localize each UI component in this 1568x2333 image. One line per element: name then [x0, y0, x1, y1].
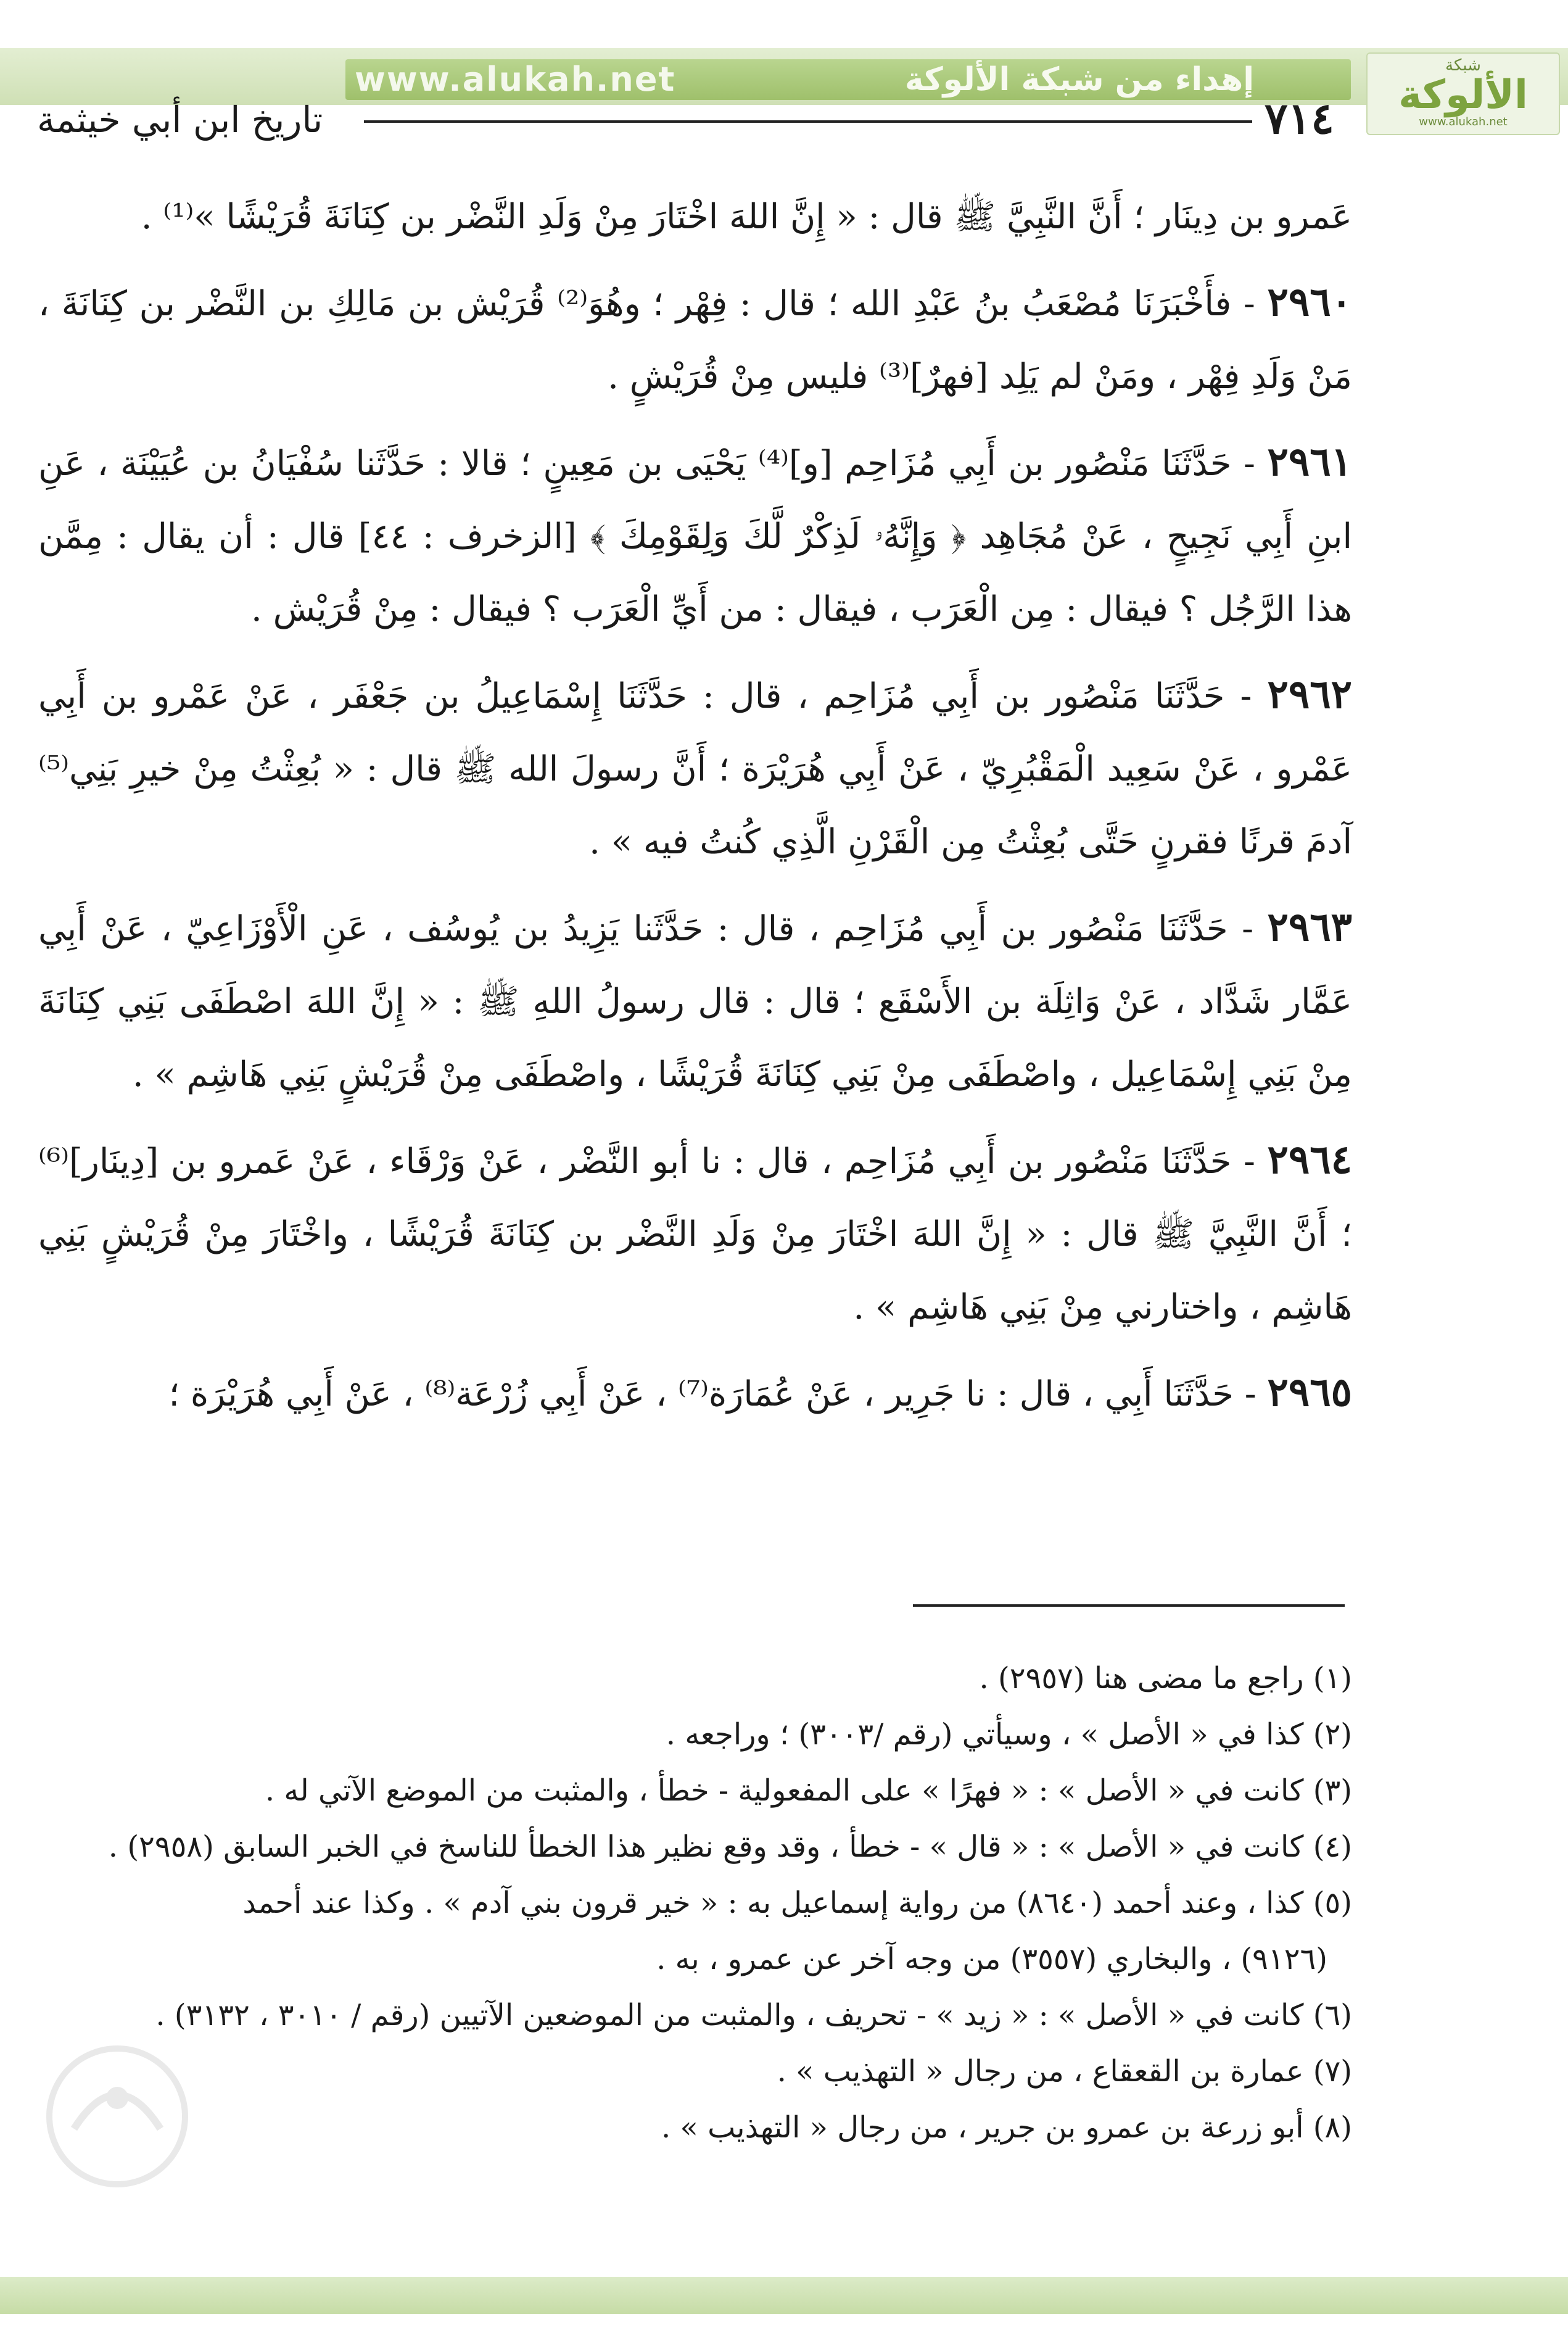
paragraph	[38, 891, 1352, 1111]
footnotes	[38, 1651, 1352, 2156]
paragraph	[38, 1124, 1352, 1344]
footnote: (٦) كانت في « الأصل » : « زيد » - تحريف ، والمثبت من الموضعين الآتيين (رقم / ٣٠١٠ ، ٣١٣٢) .	[155, 1998, 1352, 2033]
paragraph-text: - حَدَّثَنَا مَنْصُور بن أَبِي مُزَاحِم ، قال : حَدَّثَنَا إِسْمَاعِيلُ بن جَعْفَر ، عَنْ عَمْرو بن أَبِي عَمْرو ، عَنْ سَعِيد الْمَقْبُرِيّ ، عَنْ أَبِي هُرَيْرَة ؛ أَنَّ رسولَ الله ﷺ قال : « بُعِثْتُ مِنْ خيرِ بَنِي⁽⁵⁾ آدمَ قرنًا فقرنٍ حَتَّى بُعِثْتُ مِن الْقَرْنِ الَّذِي كُنتُ فيه » .	[38, 676, 1352, 862]
footnote: (٨) أبو زرعة بن عمرو بن جرير ، من رجال « التهذيب » .	[661, 2110, 1352, 2145]
hadith-number: ٢٩٦٥	[1267, 1369, 1352, 1415]
hadith-number: ٢٩٦٤	[1267, 1137, 1352, 1183]
paragraph	[38, 179, 1352, 254]
footnote: (٣) كانت في « الأصل » : « فهرًا » على المفعولية - خطأ ، والمثبت من الموضع الآتي له .	[265, 1773, 1352, 1808]
paragraph-text: - حَدَّثَنَا مَنْصُور بن أَبِي مُزَاحِم [و]⁽⁴⁾ يَحْيَى بن مَعِينٍ ؛ قالا : حَدَّثَنا سُفْيَانُ بن عُيَيْنَة ، عَنِ ابنِ أَبِي نَجِيحٍ ، عَنْ مُجَاهِد ﴿ وَإِنَّهُۥ لَذِكْرٌ لَّكَ وَلِقَوْمِكَ ﴾ [الزخرف : ٤٤] قال : أن يقال : مِمَّن هذا الرَّجُل ؟ فيقال : مِن الْعَرَب ، فيقال : من أَيِّ الْعَرَب ؟ فيقال : مِنْ قُرَيْش .	[38, 444, 1352, 629]
logo-sub-text: www.alukah.net	[1419, 115, 1508, 128]
footnote-rule	[913, 1604, 1345, 1607]
hadith-number: ٢٩٦٣	[1267, 904, 1352, 950]
logo-main-text: الألوكة	[1398, 72, 1528, 118]
book-title: تاريخ ابن أبي خيثمة	[37, 99, 323, 141]
paragraph-text: - حَدَّثَنَا أَبِي ، قال : نا جَرِير ، عَنْ عُمَارَة⁽⁷⁾ ، عَنْ أَبِي زُرْعَة⁽⁸⁾ ، عَنْ أَبِي هُرَيْرَة ؛	[168, 1374, 1256, 1414]
footnote: (٧) عمارة بن القعقاع ، من رجال « التهذيب » .	[777, 2054, 1352, 2089]
paragraph-text: - حَدَّثَنَا مَنْصُور بن أَبِي مُزَاحِم ، قال : نا أبو النَّضْر ، عَنْ وَرْقَاء ، عَنْ عَمرو بن [دِينَار]⁽⁶⁾ ؛ أَنَّ النَّبِيَّ ﷺ قال : « إِنَّ اللهَ اخْتَارَ مِنْ وَلَدِ النَّضْر بن كِنَانَةَ قُرَيْشًا ، واخْتَارَ مِنْ قُرَيْشٍ بَنِي هَاشِم ، واختارني مِنْ بَنِي هَاشِم » .	[38, 1142, 1352, 1327]
page-number: ٧١٤	[1265, 93, 1334, 144]
logo-top-text: شبكة	[1445, 56, 1481, 75]
hadith-number: ٢٩٦٢	[1267, 671, 1352, 718]
banner-gift-text: إهداء من شبكة الألوكة	[904, 61, 1255, 98]
main-text	[38, 179, 1352, 1443]
hadith-number: ٢٩٦١	[1267, 439, 1352, 485]
paragraph-text: - فأَخْبَرَنَا مُصْعَبُ بنُ عَبْدِ الله ؛ قال : فِهْر ؛ وهُوَ⁽²⁾ قُرَيْش بن مَالِكِ بن النَّضْر بن كِنَانَةَ ، مَنْ وَلَدِ فِهْر ، ومَنْ لم يَلِد [فهرٌ]⁽³⁾ فليس مِنْ قُرَيْشٍ .	[38, 284, 1352, 397]
paragraph-text: - حَدَّثَنَا مَنْصُور بن أَبِي مُزَاحِم ، قال : حَدَّثَنا يَزِيدُ بن يُوسُف ، عَنِ الْأَوْزَاعِيّ ، عَنْ أَبِي عَمَّار شَدَّاد ، عَنْ وَاثِلَة بن الأَسْقَع ؛ قال : قال رسولُ اللهِ ﷺ : « إِنَّ اللهَ اصْطَفَى بَنِي كِنَانَةَ مِنْ بَنِي إِسْمَاعِيل ، واصْطَفَى مِنْ بَنِي كِنَانَةَ قُرَيْشًا ، واصْطَفَى مِنْ قُرَيْشٍ بَنِي هَاشِم » .	[38, 909, 1352, 1095]
footnote-continuation: (٩١٢٦) ، والبخاري (٣٥٥٧) من وجه آخر عن عمرو ، به .	[656, 1942, 1327, 1976]
paragraph	[38, 658, 1352, 879]
footnote: (٤) كانت في « الأصل » : « قال » - خطأ ، وقد وقع نظير هذا الخطأ للناسخ في الخبر السابق (٢٩٥٨) .	[108, 1830, 1352, 1864]
paragraph	[38, 266, 1352, 413]
watermark-icon	[25, 2036, 210, 2197]
footnote: (٥) كذا ، وعند أحمد (٨٦٤٠) من رواية إسماعيل به : « خير قرون بني آدم » . وكذا عند أحمد	[242, 1886, 1352, 1920]
paragraph-text: عَمرو بن دِينَار ؛ أَنَّ النَّبِيَّ ﷺ قال : « إِنَّ اللهَ اخْتَارَ مِنْ وَلَدِ النَّضْر بن كِنَانَةَ قُرَيْشًا »⁽¹⁾ .	[141, 197, 1352, 237]
hadith-number: ٢٩٦٠	[1267, 279, 1352, 325]
header-rule	[364, 120, 1252, 123]
footnote: (٢) كذا في « الأصل » ، وسيأتي (رقم /٣٠٠٣) ؛ وراجعه .	[666, 1717, 1352, 1752]
running-header	[0, 93, 1568, 160]
banner-url[interactable]: www.alukah.net	[355, 60, 676, 99]
paragraph	[38, 1356, 1352, 1431]
footnote: (١) راجع ما مضى هنا (٢٩٥٧) .	[979, 1661, 1352, 1696]
paragraph	[38, 426, 1352, 646]
bottom-bar	[0, 2277, 1568, 2314]
